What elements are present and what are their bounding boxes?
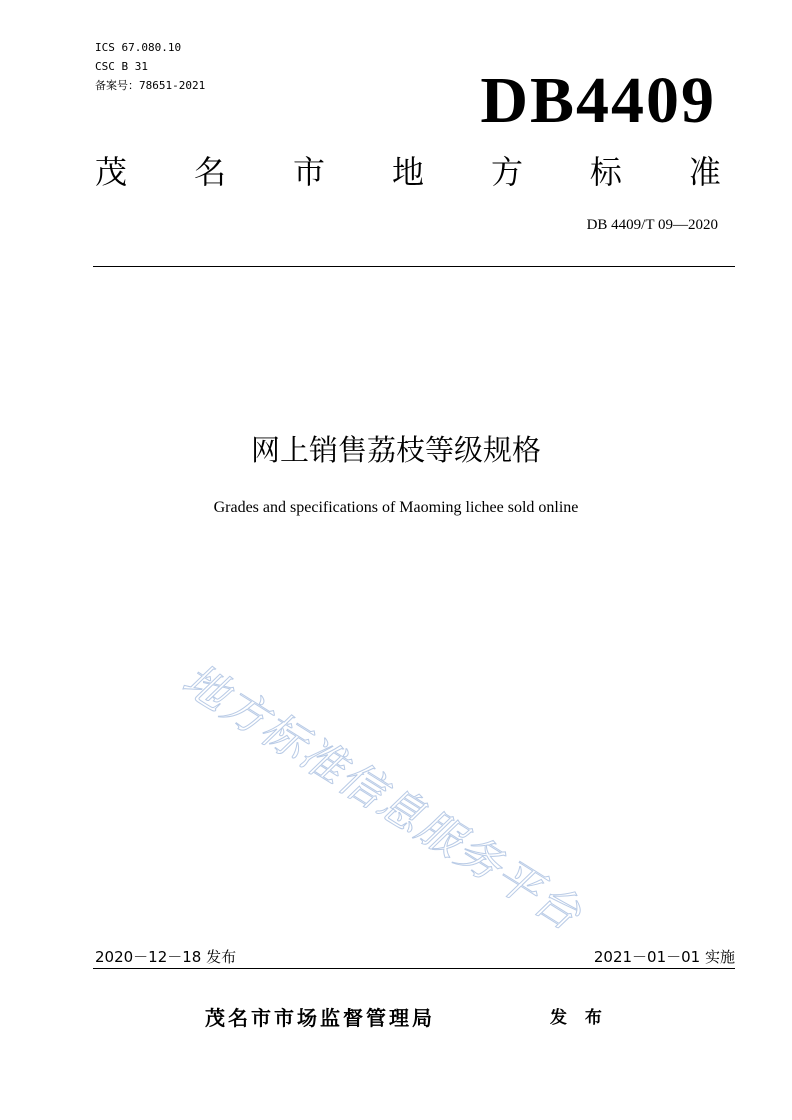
title-char: 标 bbox=[589, 153, 622, 191]
title-char: 茂 bbox=[95, 153, 128, 191]
release-date: 2020－12－18 发布 bbox=[95, 948, 237, 966]
title-char: 地 bbox=[391, 153, 424, 191]
standard-number: DB 4409/T 09—2020 bbox=[586, 217, 718, 233]
header-divider bbox=[93, 266, 735, 267]
title-char: 市 bbox=[292, 153, 325, 191]
ics-code: ICS 67.080.10 bbox=[95, 41, 182, 54]
standard-type-title bbox=[95, 152, 721, 192]
footer-divider bbox=[93, 968, 735, 969]
effective-date: 2021－01－01 实施 bbox=[593, 948, 735, 966]
watermark-text: 地方标准信息服务平台 bbox=[173, 654, 591, 942]
document-title: 网上销售荔枝等级规格 bbox=[250, 433, 541, 467]
document-subtitle: Grades and specifications of Maoming lichee sold online bbox=[213, 499, 579, 516]
title-char: 名 bbox=[193, 153, 226, 191]
publish-label: 发 布 bbox=[550, 1008, 608, 1028]
classification-block bbox=[95, 38, 205, 95]
standard-code: DB4409 bbox=[480, 64, 716, 137]
csc-code: CSC B 31 bbox=[95, 60, 148, 73]
title-char: 方 bbox=[490, 153, 523, 191]
record-number: 备案号：78651-2021 bbox=[95, 79, 206, 92]
title-char: 准 bbox=[688, 153, 721, 191]
publisher-name: 茂名市市场监督管理局 bbox=[205, 1006, 435, 1030]
